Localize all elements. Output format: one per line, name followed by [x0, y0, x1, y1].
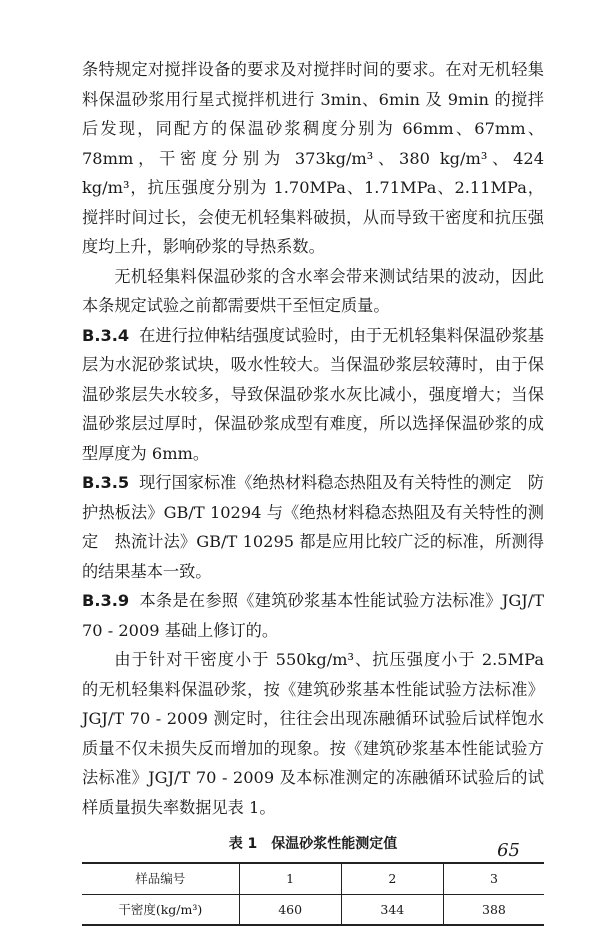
- table-header-cell: 样品编号: [82, 863, 239, 894]
- paragraph-text: 在进行拉伸粘结强度试验时，由于无机轻集料保温砂浆基层为水泥砂浆试块，吸水性较大。当保温砂浆层较薄时，由于保温砂浆层失水较多，导致保温砂浆水灰比减小，强度增大；当保温砂浆层过厚时，保温砂浆成型有难度，所以选择保温砂浆的成型厚度为 6mm。: [82, 325, 544, 463]
- table-cell: 344: [341, 894, 443, 925]
- table-header-cell: 3: [443, 863, 544, 894]
- table-cell: 460: [239, 894, 341, 925]
- section-number: B.3.9: [82, 591, 130, 610]
- paragraph-text: 条特规定对搅拌设备的要求及对搅拌时间的要求。在对无机轻集料保温砂浆用行星式搅拌机进行 3min、6min 及 9min 的搅拌后发现，同配方的保温砂浆稠度分别为 66mm、67mm、78mm，干密度分别为 373kg/m³、380 kg/m³、424 kg/m³，抗压强度分别为 1.70MPa、1.71MPa、2.11MPa，搅拌时间过长，会使无机轻集料破损，从而导致干密度和抗压强度均上升，影响砂浆的导热系数。: [82, 60, 544, 256]
- section-number: B.3.4: [82, 325, 130, 345]
- paragraph-text: 本条是在参照《建筑砂浆基本性能试验方法标准》JGJ/T 70 - 2009 基础上修订的。: [82, 591, 544, 640]
- paragraph-b39: [82, 586, 544, 645]
- table-title: 表 1 保温砂浆性能测定值: [228, 836, 398, 852]
- table-header-cell: 2: [341, 863, 443, 894]
- page-body: [82, 55, 544, 926]
- table-header-cell: 1: [239, 863, 341, 894]
- table-cell: 388: [443, 894, 544, 925]
- data-table: [82, 862, 544, 926]
- paragraph-1: [82, 55, 544, 262]
- table-row: [82, 894, 544, 925]
- page-number: 65: [497, 840, 520, 861]
- paragraph-b35: [82, 468, 544, 586]
- paragraph-text: 现行国家标准《绝热材料稳态热阻及有关特性的测定 防护热板法》GB/T 10294 与《绝热材料稳态热阻及有关特性的测定 热流计法》GB/T 10295 都是应用比较广泛的标准，所测得的结果基本一致。: [82, 473, 544, 581]
- paragraph-text: 由于针对干密度小于 550kg/m³、抗压强度小于 2.5MPa 的无机轻集料保温砂浆，按《建筑砂浆基本性能试验方法标准》JGJ/T 70 - 2009 测定时，往往会出现冻融循环试验后试样饱水质量不仅未损失反而增加的现象。按《建筑砂浆基本性能试验方法标准》JGJ/T 70 - 2009 及本标准测定的冻融循环试验后的试样质量损失率数据见表 1。: [82, 650, 544, 817]
- paragraph-b34: [82, 321, 544, 469]
- paragraph-2: [82, 262, 544, 321]
- table-header-row: [82, 863, 544, 894]
- table-cell: 干密度(kg/m³): [82, 894, 239, 925]
- section-number: B.3.5: [82, 473, 130, 492]
- paragraph-text: 无机轻集料保温砂浆的含水率会带来测试结果的波动，因此本条规定试验之前都需要烘干至恒定质量。: [82, 266, 544, 315]
- paragraph-6: [82, 645, 544, 822]
